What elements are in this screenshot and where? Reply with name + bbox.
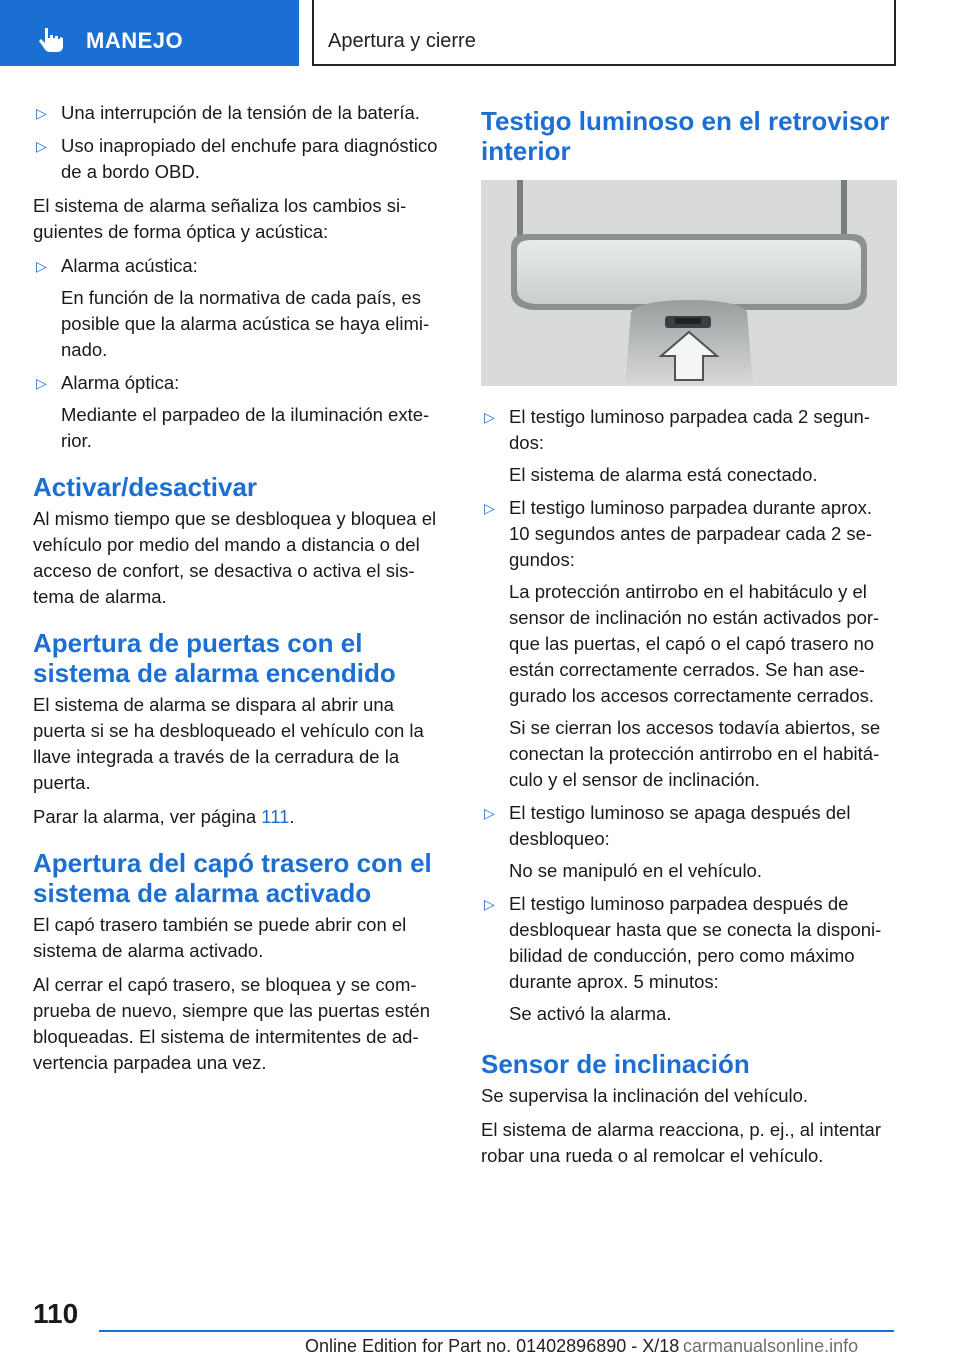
section-tab <box>0 0 299 66</box>
list-item: ▷ Uso inapropiado del enchufe para diagnóstico de a bordo OBD. <box>36 135 438 182</box>
triangle-bullet-icon: ▷ <box>484 805 495 821</box>
heading-activar: Activar/desactivar <box>33 472 258 502</box>
alarm-type-list <box>33 253 451 454</box>
chapter-title: Apertura y cierre <box>328 30 476 52</box>
paragraph: Al cerrar el capó trasero, se bloquea y se com-prueba de nuevo, siempre que las puertas estén bloqueadas. El sistema de intermitentes de ad-vertencia parpadea una vez. <box>33 974 430 1073</box>
hand-pointer-icon <box>36 24 66 54</box>
paragraph: El sistema de alarma se dispara al abrir una puerta si se ha desbloqueado el vehículo con la llave integrada a través de la cerradura de la puerta. <box>33 694 424 793</box>
triangle-bullet-icon: ▷ <box>36 138 47 154</box>
paragraph: El sistema de alarma reacciona, p. ej., al intentar robar una rueda o al remolcar el vehículo. <box>481 1119 881 1166</box>
heading-capo: Apertura del capó trasero con el sistema de alarma activado <box>33 848 432 908</box>
page-number: 110 <box>33 1298 79 1329</box>
triangle-bullet-icon: ▷ <box>36 258 47 274</box>
left-column <box>33 100 451 1084</box>
rearview-mirror-image <box>481 180 897 386</box>
section-tab-label: MANEJO <box>86 28 184 53</box>
footer-divider <box>99 1330 894 1332</box>
indicator-list <box>481 404 897 1027</box>
list-item: ▷ El testigo luminoso se apaga después del desbloqueo: No se manipuló en el vehículo. <box>484 802 851 881</box>
list-item: ▷ El testigo luminoso parpadea durante aprox. 10 segundos antes de parpadear cada 2 se-gundos: La protección antirrobo en el habitáculo y el sensor de inclinación no están activados por-que las puertas, el capó o el capó trasero no están correctamente cerrados. Se han ase-gurado los accesos correctamente cerrados. Si se cierran los accesos todavía abiertos, se conectan la protección antirrobo en el habitá-culo y el sensor de inclinación. <box>484 497 881 790</box>
list-item: ▷ Una interrupción de la tensión de la batería. <box>33 100 451 126</box>
triangle-bullet-icon: ▷ <box>36 105 47 121</box>
list-item: ▷ El testigo luminoso parpadea cada 2 segun-dos: El sistema de alarma está conectado. <box>484 406 870 485</box>
paragraph: Parar la alarma, ver página 111. <box>33 806 295 827</box>
paragraph: El sistema de alarma señaliza los cambios si-guientes de forma óptica y acústica: <box>33 195 407 242</box>
paragraph: Se supervisa la inclinación del vehículo. <box>481 1085 809 1106</box>
right-column <box>481 106 897 1177</box>
watermark: carmanualsonline.info <box>683 1336 859 1356</box>
page-link[interactable]: 111 <box>261 806 290 827</box>
list-item: ▷ El testigo luminoso parpadea después de desbloquear hasta que se conecta la disponi-bilidad de conducción, pero como máximo durante aprox. 5 minutos: Se activó la alarma. <box>484 893 882 1024</box>
heading-sensor: Sensor de inclinación <box>481 1049 750 1079</box>
chapter-title-box <box>312 0 896 66</box>
list-item: ▷ Alarma óptica: Mediante el parpadeo de la iluminación exte-rior. <box>36 372 430 451</box>
triangle-bullet-icon: ▷ <box>484 500 495 516</box>
heading-puertas: Apertura de puertas con el sistema de alarma encendido <box>33 628 396 688</box>
cause-list <box>33 100 451 185</box>
triangle-bullet-icon: ▷ <box>484 896 495 912</box>
triangle-bullet-icon: ▷ <box>484 409 495 425</box>
edition-footer: Online Edition for Part no. 01402896890 - X/18 <box>305 1336 680 1356</box>
triangle-bullet-icon: ▷ <box>36 375 47 391</box>
list-item: ▷ Alarma acústica: En función de la normativa de cada país, es posible que la alarma acústica se haya elimi-nado. <box>36 255 430 360</box>
mirror-illustration <box>481 180 897 386</box>
heading-testigo: Testigo luminoso en el retrovisor interior <box>481 106 890 166</box>
paragraph: El capó trasero también se puede abrir con el sistema de alarma activado. <box>33 914 407 961</box>
paragraph: Al mismo tiempo que se desbloquea y bloquea el vehículo por medio del mando a distancia o del acceso de confort, se desactiva o activa el sis-tema de alarma. <box>33 508 437 607</box>
